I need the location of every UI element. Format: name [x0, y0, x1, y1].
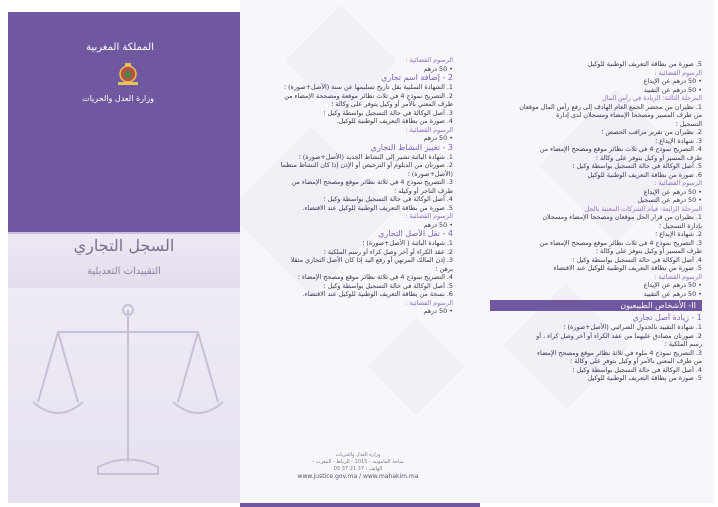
- cover-title: السجل التجاري: [73, 236, 175, 255]
- right-text-column: [490, 60, 702, 383]
- text-line: • 50 درهم عن التسجيل: [637, 196, 702, 204]
- subsection-heading: 2 - إضافة اسم تجاري: [381, 73, 453, 82]
- bottom-accent-stripe: [240, 503, 480, 507]
- subsection-heading: 3 - تغيير النشاط التجاري: [370, 142, 453, 152]
- text-line: طرف التاجر أو وكيله ؛: [394, 186, 453, 195]
- text-line: 3. شهادة الإيداع ؛: [655, 136, 702, 145]
- text-line: • 50 درهم عن الإيداع: [643, 187, 702, 196]
- text-line: طرف المسير أو وكيل يتوفر على وكالة ؛: [595, 153, 702, 162]
- text-line: 5. أصل الوكالة في حالة التسجيل بواسطة وكيل ؛: [323, 281, 453, 290]
- fees-heading: الرسوم القضائية :: [654, 272, 702, 281]
- footer-phone: الهاتف : 37 21 37 05: [333, 466, 383, 472]
- text-line: 5. أصل الوكالة في حالة التسجيل بواسطة وكيل ؛: [572, 162, 702, 170]
- middle-text-column: [243, 56, 453, 316]
- footer-ministry: وزارة العدل والحريات: [335, 452, 381, 458]
- text-line: 1. الشهادة السلبية بقل تاريخ تسليمها عن سنة (الأصل+صورة) ؛: [283, 83, 453, 91]
- text-line: طرف المعني بالأمر أو وكيل يتوفر على وكالة ؛: [331, 100, 453, 108]
- section-header: II- الأشخاص الطبيعيون: [490, 300, 702, 311]
- text-line: 3. إذن المالك المرتهن أو رفع اليد إذا كان الأصل التجاري مثقلا: [290, 256, 453, 264]
- fees-heading: المرحلة الثالثة: الزيادة في رأس المال: [602, 94, 702, 102]
- text-line: من طرف المسير ومصححا الإمضاء ومسجلان لدى إدارة: [556, 111, 702, 119]
- fees-heading: الرسوم القضائية :: [654, 68, 702, 77]
- text-line: 5. صورة من بطاقة التعريف الوطنية للوكيل: [587, 374, 702, 382]
- fees-heading: المرحلة الرابعة: قيام الشركات المعنية بالحل: [584, 204, 702, 213]
- text-line: 3. التصريح نموذج 4 في ثلاثة نظائر موقع ومصحح الإمضاء من: [291, 178, 453, 186]
- text-line: 5. صورة من بطاقة التعريف الوطنية للوكيل عند الاقتضاء.: [302, 203, 453, 212]
- text-line: 6. نسخة من بطاقة التعريف الوطنية للوكيل عند الاقتضاء.: [302, 290, 453, 298]
- contact-footer: [278, 452, 438, 480]
- kingdom-label: المملكة المغربية: [86, 42, 154, 53]
- cover-top-band: [8, 0, 240, 12]
- fees-heading: الرسوم القضائية :: [654, 179, 702, 187]
- text-line: التسجيل ؛: [675, 119, 702, 128]
- text-line: • 50 درهم عن التقييد: [643, 289, 702, 298]
- subsection-heading: 1 - زيادة أصل تجاري: [632, 313, 702, 322]
- text-line: 1. شهادة البائنة ( الأصل+صورة) ؛: [362, 239, 453, 247]
- text-line: 3. التصريح نموذج 4 ملوء في ثلاثة نظائر موقع ومصحح الإمضاء: [537, 348, 702, 357]
- text-line: برهن ؛: [435, 264, 453, 273]
- fees-heading: الرسوم القضائية :: [405, 56, 453, 64]
- text-line: 1. نظيران من محضر الجمع العام الهادف إلى رفع رأس المال موقعان: [519, 102, 702, 111]
- text-line: • 50 درهم عن التقييد: [643, 85, 702, 94]
- text-line: • 50 درهم: [423, 220, 453, 229]
- footer-websites[interactable]: www.justice.gov.ma / www.mahakim.ma: [297, 473, 419, 480]
- text-line: • 50 درهم: [423, 134, 453, 142]
- page-edge: [714, 0, 718, 507]
- coat-of-arms-icon: [114, 62, 142, 86]
- text-line: بإدارة التسجيل ؛: [658, 221, 702, 230]
- text-line: 5. صورة من بطاقة التعريف الوطنية للوكيل: [587, 60, 702, 68]
- text-line: 3. أصل الوكالة في حالة التسجيل بواسطة وكيل ؛: [323, 108, 453, 117]
- text-line: 4. أصل الوكالة في حالة التسجيل بواسطة وكيل ؛: [572, 255, 702, 264]
- text-line: • 50 درهم: [423, 64, 453, 73]
- subsection-heading: 4 - نقل الأصل التجاري: [378, 229, 453, 238]
- text-line: 6. صورة من بطاقة التعريف الوطنية للوكيل: [587, 170, 702, 179]
- text-line: 4. صورة من بطاقة التعريف الوطنية للوكيل.: [336, 117, 453, 125]
- text-line: 2. شهادة الإيداع ؛: [655, 230, 702, 238]
- text-line: 1. شهادة البائنة تشير إلى النشاط الجديد (الأصل+صورة) ؛: [298, 152, 453, 161]
- text-line: 4. التصريح نموذج 4 في ثلاثة نظائر موقع ومصحح الإمضاء ؛: [297, 273, 453, 281]
- text-line: 4. أصل الوكالة في حالة التسجيل بواسطة وكيل ؛: [572, 365, 702, 374]
- text-line: • 50 درهم عن الإيداع: [643, 77, 702, 85]
- text-line: 5. صورة من بطاقة التعريف الوطنية للوكيل عند الاقتضاء: [553, 264, 702, 272]
- text-line: 2. صورتان مصادق عليهما من عقد الكراء أو آخر وصل كراء ، أو: [536, 331, 702, 340]
- text-line: 2. نظيران من تقرير مراقب الحصص ؛: [601, 128, 702, 136]
- text-line: (الأصل+صورة) ؛: [407, 169, 453, 178]
- text-line: رسم الملكية ؛: [664, 340, 702, 348]
- text-line: 1. شهادة التقييد بالجدول الضرائبي (الأصل+صورة) ؛: [563, 323, 702, 331]
- text-line: 2. عقد الكراء أو آخر وصل كراء أو رسم الملكية ؛: [323, 247, 453, 256]
- text-line: • 50 درهم: [423, 307, 453, 315]
- text-line: 2. التصريح نموذج 4 في ثلاث نظائر موقعة ومصححة الإمضاء من: [284, 91, 453, 100]
- fees-heading: الرسوم القضائية :: [405, 212, 453, 220]
- text-line: 2. صورتان من الدبلوم أو الترخيص أو الإذن إذا كان النشاط منظما: [280, 161, 453, 169]
- text-line: 3. التصريح نموذج 4 في ثلاث نظائر موقع ومصحح الإمضاء من: [539, 238, 702, 247]
- cover-panel: [8, 0, 240, 503]
- scales-of-justice-icon: [28, 292, 228, 492]
- text-line: 4. أصل الوكالة في حالة التسجيل بواسطة وكيل ؛: [323, 195, 453, 203]
- text-line: 1. نظيران من قرار الحل موقعان ومصححا الإمضاء ومسجلان: [542, 213, 702, 221]
- footer-address: ساحة المامونية - 1015 - الرباط - المغرب -: [312, 459, 404, 465]
- ministry-label: وزارة العدل والحريات: [82, 94, 154, 103]
- fees-heading: الرسوم القضائية :: [405, 298, 453, 307]
- text-line: 4. التصريح نموذج 4 في ثلاث نظائر موقع ومصحح الإمضاء من: [539, 145, 702, 153]
- text-line: • 50 درهم عن الإيداع: [643, 281, 702, 289]
- text-line: من طرف المعني بالأمر أو وكيل يتوفر على وكالة ؛: [570, 357, 702, 365]
- fees-heading: الرسوم القضائية :: [405, 125, 453, 134]
- text-line: طرف المسير أو وكيل يتوفر على وكالة ؛: [595, 247, 702, 255]
- cover-subtitle: التقييدات التعديلية: [87, 266, 161, 277]
